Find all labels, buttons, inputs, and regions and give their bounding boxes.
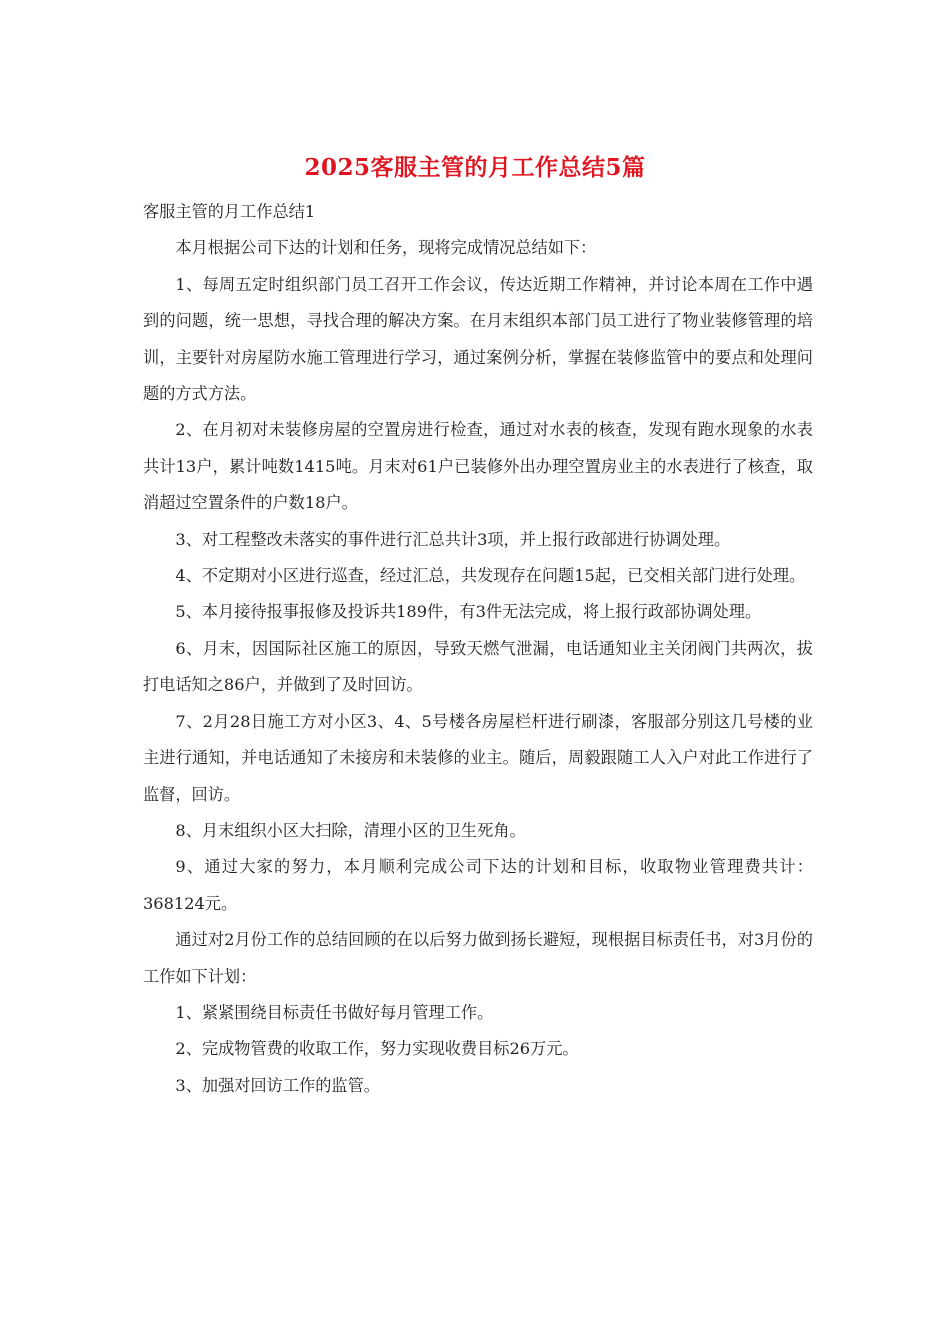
paragraph-plan-intro: 通过对2月份工作的总结回顾的在以后努力做到扬长避短，现根据目标责任书，对3月份的工作如下计划： [143, 930, 813, 986]
paragraph-plan-1: 1、紧紧围绕目标责任书做好每月管理工作。 [175, 1002, 494, 1022]
paragraph-plan-3: 3、加强对回访工作的监管。 [175, 1075, 380, 1095]
paragraph-item-5: 5、本月接待报事报修及投诉共189件，有3件无法完成，将上报行政部协调处理。 [175, 602, 762, 622]
paragraph-plan-2: 2、完成物管费的收取工作，努力实现收费目标26万元。 [175, 1039, 579, 1059]
document-body [143, 194, 813, 1104]
paragraph-item-2: 2、在月初对未装修房屋的空置房进行检查，通过对水表的核查，发现有跑水现象的水表共计13户，累计吨数1415吨。月末对61户已装修外出办理空置房业主的水表进行了核查，取消超过空置条件的户数18户。 [143, 420, 813, 513]
paragraph-item-3: 3、对工程整改未落实的事件进行汇总共计3项，并上报行政部进行协调处理。 [175, 529, 731, 549]
paragraph-item-4: 4、不定期对小区进行巡查，经过汇总，共发现存在问题15起，已交相关部门进行处理。 [175, 566, 806, 586]
paragraph-item-7: 7、2月28日施工方对小区3、4、5号楼各房屋栏杆进行刷漆，客服部分别这几号楼的业主进行通知，并电话通知了未接房和未装修的业主。随后，周毅跟随工人入户对此工作进行了监督，回访。 [143, 711, 813, 804]
paragraph-item-6: 6、月末，因国际社区施工的原因，导致天燃气泄漏，电话通知业主关闭阀门共两次，拔打电话知之86户，并做到了及时回访。 [143, 638, 813, 695]
paragraph-item-8: 8、月末组织小区大扫除，清理小区的卫生死角。 [175, 820, 526, 840]
paragraph-item-9: 9、通过大家的努力，本月顺利完成公司下达的计划和目标，收取物业管理费共计：368124元。 [143, 857, 813, 913]
section-heading: 客服主管的月工作总结1 [143, 202, 316, 221]
document-title: 2025客服主管的月工作总结5篇 [304, 154, 646, 181]
paragraph-intro: 本月根据公司下达的计划和任务，现将完成情况总结如下： [175, 238, 597, 258]
paragraph-item-1: 1、每周五定时组织部门员工召开工作会议，传达近期工作精神，并讨论本周在工作中遇到的问题，统一思想，寻找合理的解决方案。在月末组织本部门员工进行了物业装修管理的培训，主要针对房屋防水施工管理进行学习，通过案例分析，掌握在装修监管中的要点和处理问题的方式方法。 [143, 274, 813, 404]
